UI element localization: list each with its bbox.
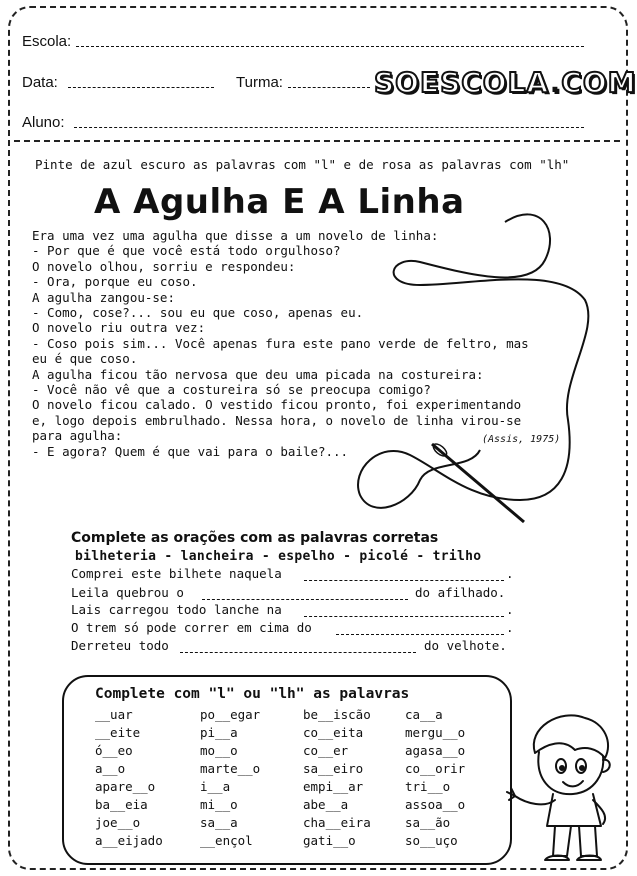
story-line: - Como, cose?... sou eu que coso, apenas eu.: [32, 305, 364, 321]
story-line: - Coso pois sim... Você apenas fura este pano verde de feltro, mas: [32, 335, 529, 351]
word-item[interactable]: be__iscão: [303, 707, 371, 722]
logo-suffix: COM: [561, 66, 637, 99]
coloring-instruction: Pinte de azul escuro as palavras com "l" e de rosa as palavras com "lh": [35, 157, 570, 172]
word-item[interactable]: co__eita: [303, 725, 364, 740]
word-item[interactable]: ó__eo: [95, 743, 133, 758]
word-item[interactable]: mo__o: [200, 743, 238, 758]
word-item[interactable]: mergu__o: [405, 725, 466, 740]
student-field[interactable]: [74, 127, 584, 128]
sentence-prefix: Comprei este bilhete naquela: [71, 566, 282, 581]
story-line: - Por que é que você está todo orgulhoso?: [32, 243, 341, 259]
story-line: O novelo riu outra vez:: [32, 320, 206, 336]
story-title: A Agulha E A Linha: [94, 182, 465, 222]
story-line: A agulha ficou tão nervosa que deu uma picada na costureira:: [32, 366, 484, 382]
story-line: - Ora, porque eu coso.: [32, 274, 198, 290]
word-item[interactable]: a__o: [95, 761, 126, 776]
story-line: O novelo olhou, sorriu e respondeu:: [32, 258, 296, 274]
student-label: Aluno:: [22, 114, 65, 131]
sentence-suffix: .: [506, 566, 514, 581]
word-item[interactable]: tri__o: [405, 779, 451, 794]
word-item[interactable]: co__er: [303, 743, 349, 758]
word-item[interactable]: marte__o: [200, 761, 261, 776]
word-item[interactable]: gati__o: [303, 833, 356, 848]
word-item[interactable]: __eite: [95, 725, 141, 740]
soescola-logo: [374, 66, 637, 99]
logo-dot: .: [549, 66, 562, 99]
sentence-suffix: do afilhado.: [415, 585, 506, 600]
sentence-prefix: O trem só pode correr em cima do: [71, 620, 312, 635]
word-item[interactable]: co__orir: [405, 761, 466, 776]
sentences-title: Complete as orações com as palavras corretas: [71, 530, 439, 546]
word-item[interactable]: __uar: [95, 707, 133, 722]
word-item[interactable]: sa__ão: [405, 815, 451, 830]
word-item[interactable]: abe__a: [303, 797, 349, 812]
sentence-prefix: Derreteu todo: [71, 638, 169, 653]
story-text: [32, 228, 529, 459]
sentence-suffix: do velhote.: [424, 638, 507, 653]
word-item[interactable]: ca__a: [405, 707, 443, 722]
story-citation: (Assis, 1975): [482, 434, 561, 445]
sentence-suffix: .: [506, 602, 514, 617]
date-field[interactable]: [68, 87, 214, 88]
word-item[interactable]: agasa__o: [405, 743, 466, 758]
boy-illustration: [505, 708, 625, 868]
story-line: para agulha:: [32, 428, 123, 444]
story-line: - E agora? Quem é que vai para o baile?...: [32, 443, 349, 459]
word-bank: bilheteria - lancheira - espelho - picolé - trilho: [75, 549, 482, 564]
sentence-blank[interactable]: [202, 599, 408, 600]
word-item[interactable]: pi__a: [200, 725, 238, 740]
sentence-suffix: .: [506, 620, 514, 635]
sentence-prefix: Lais carregou todo lanche na: [71, 602, 282, 617]
logo-text: SOESCOLA: [374, 66, 550, 99]
word-item[interactable]: mi__o: [200, 797, 238, 812]
word-item[interactable]: sa__a: [200, 815, 238, 830]
word-item[interactable]: empi__ar: [303, 779, 364, 794]
word-item[interactable]: assoa__o: [405, 797, 466, 812]
class-field[interactable]: [288, 87, 370, 88]
words-title: Complete com "l" ou "lh" as palavras: [95, 686, 410, 702]
word-item[interactable]: __ençol: [200, 833, 253, 848]
school-field[interactable]: [76, 46, 584, 47]
sentence-prefix: Leila quebrou o: [71, 585, 184, 600]
sentence-blank[interactable]: [304, 580, 504, 581]
story-line: O novelo ficou calado. O vestido ficou pronto, foi experimentando: [32, 397, 522, 413]
word-item[interactable]: so__uço: [405, 833, 458, 848]
word-item[interactable]: ba__eia: [95, 797, 148, 812]
header-separator: [14, 140, 620, 142]
date-label: Data:: [22, 74, 58, 91]
class-label: Turma:: [236, 74, 283, 91]
word-item[interactable]: apare__o: [95, 779, 156, 794]
sentence-blank[interactable]: [304, 616, 504, 617]
story-line: A agulha zangou-se:: [32, 289, 175, 305]
word-item[interactable]: po__egar: [200, 707, 261, 722]
story-line: e, logo depois embrulhado. Nessa hora, o novelo de linha virou-se: [32, 412, 522, 428]
story-line: Era uma vez uma agulha que disse a um novelo de linha:: [32, 228, 439, 243]
sentence-blank[interactable]: [336, 634, 504, 635]
word-item[interactable]: cha__eira: [303, 815, 371, 830]
word-item[interactable]: i__a: [200, 779, 231, 794]
sentence-blank[interactable]: [180, 652, 416, 653]
word-item[interactable]: joe__o: [95, 815, 141, 830]
word-item[interactable]: sa__eiro: [303, 761, 364, 776]
school-label: Escola:: [22, 33, 72, 50]
story-line: eu é que coso.: [32, 351, 138, 367]
word-item[interactable]: a__eijado: [95, 833, 163, 848]
story-line: - Você não vê que a costureira só se preocupa comigo?: [32, 382, 431, 398]
